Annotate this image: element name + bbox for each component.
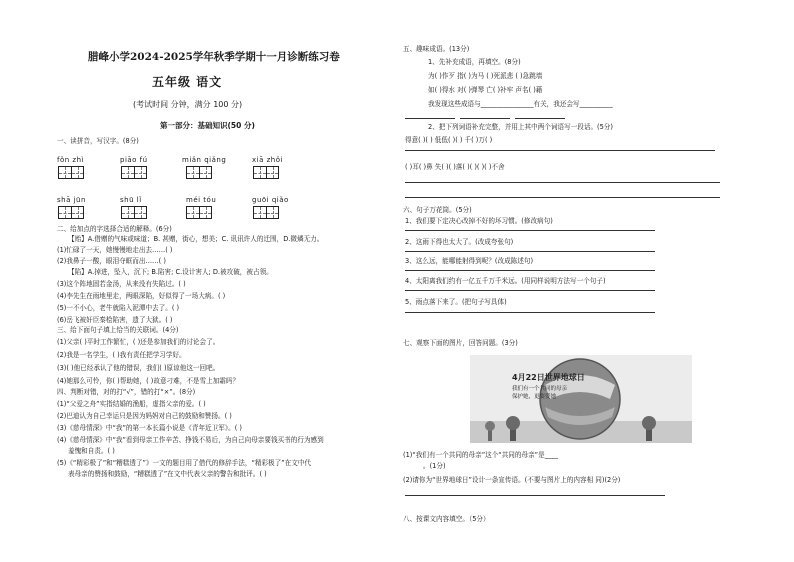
pinyin-1: fǒn zhì bbox=[57, 156, 84, 164]
q2-item-3: (3)这个阵地固若金汤，从来没有失陷过。( ) bbox=[57, 280, 186, 288]
answer-line[interactable] bbox=[405, 495, 665, 496]
q3-item-3: (3)( )他已经承认了他的错误，我们( )原谅他这一回吧。 bbox=[57, 364, 220, 372]
q2-item-6: (6)岳飞被奸臣秦桧陷害，遗了大狱。( ) bbox=[57, 316, 173, 324]
left-column bbox=[0, 0, 395, 562]
answer-line[interactable] bbox=[405, 230, 655, 231]
q6-item-4: 4、太阳离我们约有一亿五千万千米远。(用同样说明方法写一个句子) bbox=[405, 277, 606, 285]
q5-row3: 我发现这些成语与________________有关，我还会写__________ bbox=[428, 100, 613, 108]
write-grid-3[interactable] bbox=[186, 166, 212, 179]
q6-label: 六、句子万花筒。(5分) bbox=[403, 206, 472, 214]
q3-item-4: (4)她那么可怜，你( )帮助她，( )故意刁难，不是雪上加霜吗？ bbox=[57, 377, 240, 385]
q4-label: 四、判断对错，对的打“√”，错的打“×”。(8分) bbox=[57, 388, 196, 396]
q3-label: 三、给下面句子填上恰当的关联词。(4分) bbox=[57, 326, 179, 334]
answer-line[interactable] bbox=[405, 150, 715, 151]
q2-item-5: (5)一不小心，老牛就陷入泥潭中去了。( ) bbox=[57, 304, 180, 312]
write-grid-5[interactable] bbox=[58, 206, 84, 219]
q5-row2: 如( )得水 对( )弹琴 亡( )补牢 声名( )藉 bbox=[428, 86, 543, 94]
answer-line[interactable] bbox=[515, 118, 565, 119]
q5-sub2: 2、把下列词语补充完整，并用上其中两个词语写一段话。(5分) bbox=[428, 123, 613, 131]
write-grid-1[interactable] bbox=[58, 166, 84, 179]
q2-item-1: (1)忙碌了一天，她慢慢地走出去……( ) bbox=[57, 246, 173, 254]
write-grid-7[interactable] bbox=[186, 206, 212, 219]
write-grid-8[interactable] bbox=[253, 206, 279, 219]
write-grid-6[interactable] bbox=[121, 206, 147, 219]
pinyin-2: piāo fú bbox=[120, 156, 148, 164]
exam-title: 腊峰小学2024-2025学年秋季学期十一月诊断练习卷 bbox=[88, 51, 340, 63]
poster-line-1: 我们有一个共同的母亲 bbox=[512, 386, 568, 392]
q4-item-2: (2)巴迪认为自己幸运只是因为妈妈对自己的鼓励和赞扬。( ) bbox=[57, 412, 232, 420]
q8-label: 八、按课文内容填空。（5分） bbox=[403, 515, 490, 523]
pinyin-5: shā jūn bbox=[57, 196, 86, 204]
q6-item-1: 1、我们要下定决心改掉不好的坏习惯。(修改病句) bbox=[405, 217, 553, 225]
q2-bank-2: 【陷】A.掉进，坠入，沉下; B.陷害; C.设计害人; D.被攻破，被占领。 bbox=[68, 268, 273, 276]
answer-line[interactable] bbox=[405, 182, 720, 183]
q6-item-5: 5、雨点落下来了。(把句子写具体) bbox=[405, 298, 507, 306]
answer-line[interactable] bbox=[405, 197, 720, 198]
answer-line[interactable] bbox=[405, 118, 455, 119]
q4-item-5b: 表母亲的赞扬和鼓励，“糟糕透了”在文中代表父亲的警告和批评。( ) bbox=[68, 470, 267, 478]
write-grid-2[interactable] bbox=[121, 166, 147, 179]
q6-item-2: 2、这雨下得也太大了。(改成夸张句) bbox=[405, 238, 514, 246]
q5-sub1: 1、先补充成语，再填空。(8分) bbox=[428, 58, 521, 66]
earth-day-illustration bbox=[470, 355, 692, 443]
q6-item-3: 3、这么远，能哪能射得到呢？(改成陈述句) bbox=[405, 257, 534, 265]
answer-line[interactable] bbox=[405, 251, 655, 252]
pinyin-3: miǎn qiǎng bbox=[182, 156, 227, 164]
q3-item-1: (1)父亲( )平时工作繁忙，( )还是参加我们的讨论会了。 bbox=[57, 338, 220, 346]
grade-subject: 五年级 语文 bbox=[152, 75, 223, 89]
q2-item-4: (4)李先生在雨地里走，两眼深陷，好似得了一场大病。( ) bbox=[57, 292, 226, 300]
answer-line[interactable] bbox=[405, 312, 655, 313]
poster-date: 4月22日世界地球日 bbox=[512, 373, 585, 382]
q4-item-4b: 羞愧和自责。( ) bbox=[68, 447, 115, 455]
q7-item-1: (1)“我们有一个共同的母亲”这个“共同的母亲”是____ bbox=[403, 451, 558, 459]
q5-label: 五、趣味成语。(13分) bbox=[403, 45, 470, 53]
pinyin-6: shū lǐ bbox=[120, 196, 142, 204]
pinyin-8: guōi qiǎo bbox=[252, 196, 289, 204]
q3-item-2: (2)我是一名学生，( )我有责任把学习学好。 bbox=[57, 351, 186, 359]
q5-row5: ( )耳( )鼻 失( )( )落( )( )( )( )不舍 bbox=[405, 163, 505, 171]
q7-item-2: (2)请你为“世界地球日”设计一条宣传语。(不要与图片上的内容相 同)(2分) bbox=[403, 476, 621, 484]
pinyin-4: xiā zhǒi bbox=[252, 156, 283, 164]
q4-item-1: (1)“父爱之舟”实指结婚的渔船，虚指父亲的爱。( ) bbox=[57, 400, 206, 408]
q4-item-5a: (5)《“精彩极了”和“糟糕透了”》一文的题目用了借代的修辞手法，“精彩极了”在文中代 bbox=[57, 459, 312, 467]
q5-row1: 为( )作歹 指( )为马 ( )死派悲 ( )急跳墙 bbox=[428, 72, 543, 80]
poster-line-2: 保护她，更要爱她 bbox=[512, 394, 557, 400]
answer-line[interactable] bbox=[405, 270, 655, 271]
q1-label: 一、读拼音，写汉字。(8分) bbox=[57, 137, 139, 145]
answer-line[interactable] bbox=[460, 118, 510, 119]
q4-item-4a: (4)《慈母情深》中“我”看到母亲工作辛苦、挣钱不易后，为自己向母亲要钱买书的行为感到 bbox=[57, 436, 324, 444]
q2-item-2: (2)我鼻子一酸，眼泪夺眶而出……( ) bbox=[57, 257, 166, 265]
q5-row4: 得意( )( ) 低低( )( ) 千( )万( ) bbox=[405, 136, 493, 144]
answer-line[interactable] bbox=[405, 290, 655, 291]
earth-day-poster bbox=[470, 355, 692, 443]
q2-bank-1: 【贻】A.借赠的气味或味道；B. 甚赠，街心，想美；C. 讯讯许人的迁围，D.微燐无力。 bbox=[68, 235, 324, 243]
q7-label: 七、观察下面的图片，回答问题。(3分) bbox=[403, 339, 518, 347]
pinyin-7: méi tóu bbox=[186, 196, 217, 204]
q2-label: 二、给加点的字选择合适的解释。(6分) bbox=[57, 225, 172, 233]
part1-heading: 第一部分：基础知识(50 分) bbox=[160, 121, 255, 130]
q4-item-3: (3)《慈母情深》中“我”的第一本长篇小说是《青年近卫军》。( ) bbox=[57, 424, 242, 432]
exam-info: (考试时间 分钟，满分 100 分) bbox=[133, 100, 243, 109]
write-grid-4[interactable] bbox=[253, 166, 279, 179]
q7-item-1-score: 。(1分) bbox=[423, 462, 446, 470]
